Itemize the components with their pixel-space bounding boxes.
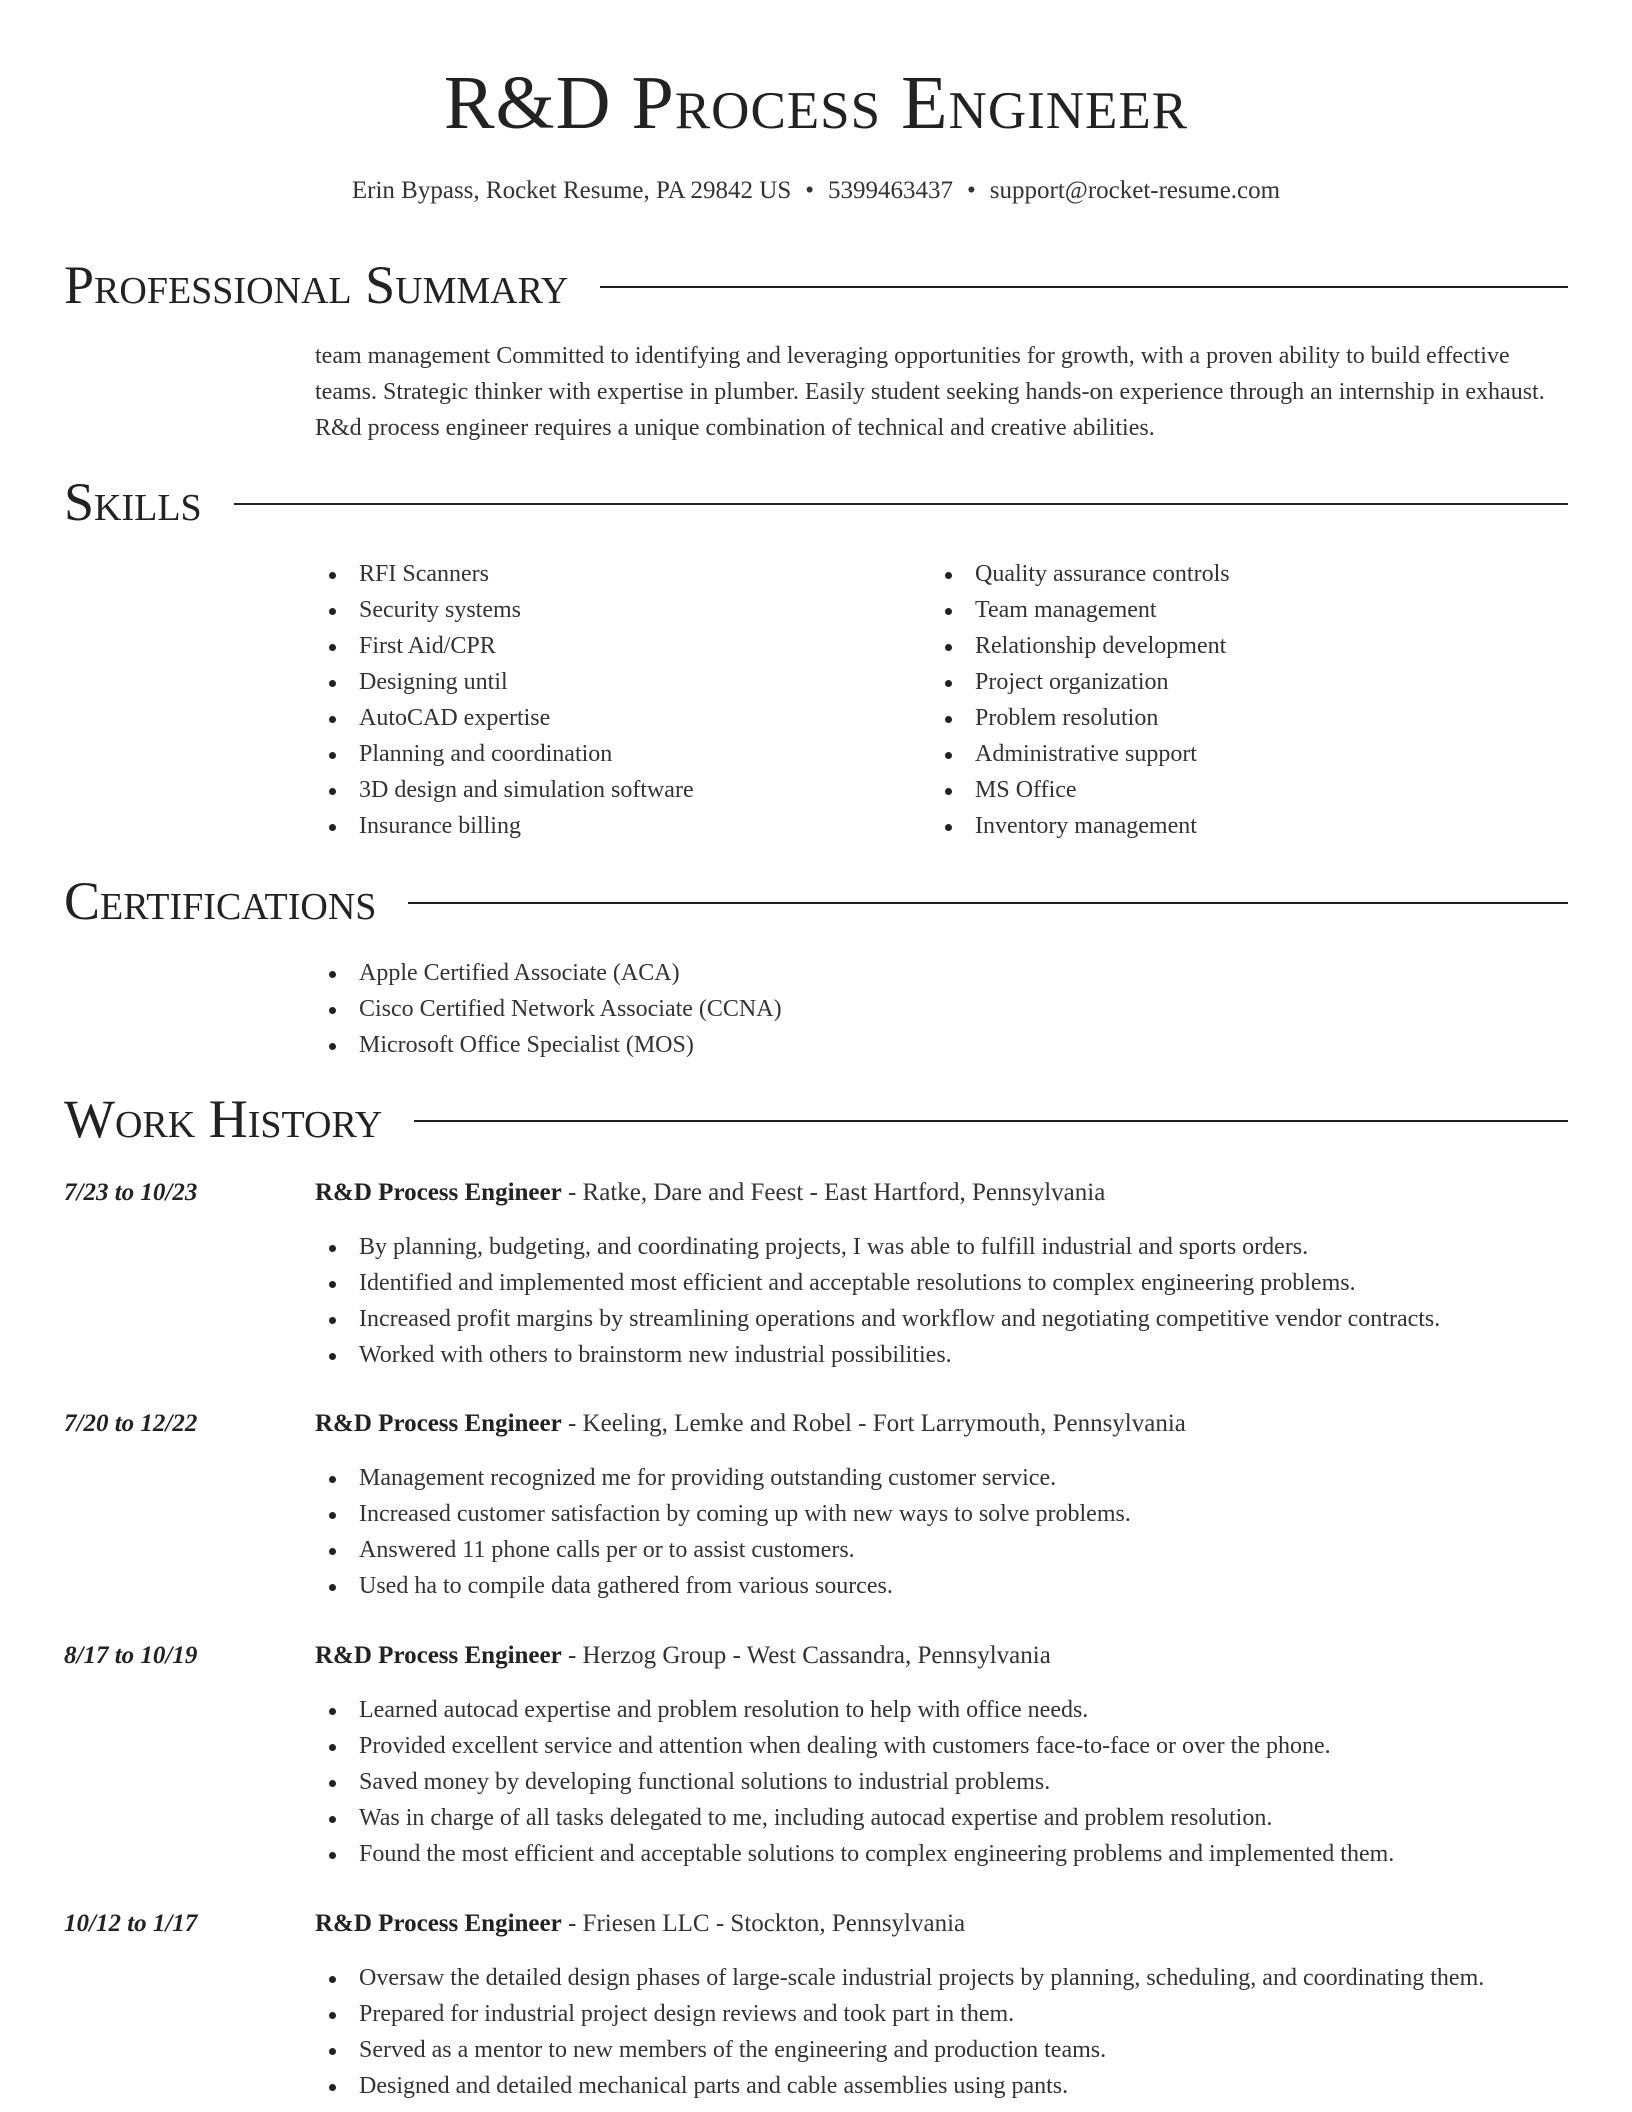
work-history-section-title: Work History [64,1089,383,1149]
certification-item: Apple Certified Associate (ACA) [315,955,782,991]
job-bullets [315,1692,1575,1872]
skills-section-title: Skills [64,472,202,532]
skill-item: Insurance billing [315,808,694,844]
section-divider [600,286,1568,288]
skill-item: Planning and coordination [315,736,694,772]
contact-address: Erin Bypass, Rocket Resume, PA 29842 US [351,177,792,204]
job-bullets [315,1960,1575,2104]
job-bullet: Designed and detailed mechanical parts and cable assemblies using pants. [315,2068,1575,2104]
job-bullet: Learned autocad expertise and problem resolution to help with office needs. [315,1692,1575,1728]
job-dates: 10/12 to 1/17 [64,1910,198,1937]
job-bullet: Oversaw the detailed design phases of large-scale industrial projects by planning, scheduling, and coordinating them. [315,1960,1575,1996]
job-bullets [315,1460,1575,1604]
job-bullet: Identified and implemented most efficient and acceptable resolutions to complex engineering problems. [315,1265,1575,1301]
job-bullets [315,1229,1575,1373]
job-employer-location: - Ratke, Dare and Feest - East Hartford, Pennsylvania [561,1179,1106,1206]
job-heading [315,1906,965,1942]
contact-email: support@rocket-resume.com [989,177,1281,204]
certifications-section-header [64,866,1568,936]
job-role: R&D Process Engineer [315,1910,562,1937]
job-employer-location: - Herzog Group - West Cassandra, Pennsylvania [561,1642,1051,1669]
job-role: R&D Process Engineer [315,1410,562,1437]
job-bullet: Prepared for industrial project design reviews and took part in them. [315,1996,1575,2032]
job-bullet: Increased profit margins by streamlining operations and workflow and negotiating competitive vendor contracts. [315,1301,1575,1337]
job-dates: 7/23 to 10/23 [64,1179,198,1206]
job-dates: 8/17 to 10/19 [64,1642,198,1669]
certifications-section-title: Certifications [64,871,377,931]
job-bullet: Worked with others to brainstorm new industrial possibilities. [315,1337,1575,1373]
skill-item: Inventory management [931,808,1230,844]
summary-text: team management Committed to identifying and leveraging opportunities for growth, with a proven ability to build effective teams. Strategic thinker with expertise in plumber. Easily student seeking hands-on experience through an internship in exhaust. R&d process engineer requires a unique combination of technical and creative abilities. [315,343,1545,441]
skill-item: MS Office [931,772,1230,808]
summary-section-title: Professional Summary [64,255,569,315]
job-bullet: Management recognized me for providing outstanding customer service. [315,1460,1575,1496]
skill-item: Designing until [315,664,694,700]
certification-item: Microsoft Office Specialist (MOS) [315,1027,782,1063]
job-heading [315,1175,1105,1211]
job-dates: 7/20 to 12/22 [64,1410,198,1437]
skill-item: Project organization [931,664,1230,700]
skill-item: AutoCAD expertise [315,700,694,736]
skills-section-header [64,467,1568,537]
job-bullet: Increased customer satisfaction by coming up with new ways to solve problems. [315,1496,1575,1532]
job-role: R&D Process Engineer [315,1642,562,1669]
skills-list-right [931,556,1230,844]
job-bullet: Served as a mentor to new members of the engineering and production teams. [315,2032,1575,2068]
job-bullet: Found the most efficient and acceptable solutions to complex engineering problems and implemented them. [315,1836,1575,1872]
job-bullet: Was in charge of all tasks delegated to me, including autocad expertise and problem resolution. [315,1800,1575,1836]
contact-separator: • [805,177,815,204]
job-employer-location: - Keeling, Lemke and Robel - Fort Larrymouth, Pennsylvania [561,1410,1186,1437]
section-divider [234,503,1568,505]
contact-phone: 5399463437 [828,177,954,204]
skills-list-left [315,556,694,844]
summary-section-header [64,250,1568,320]
skill-item: Administrative support [931,736,1230,772]
contact-separator: • [967,177,976,204]
skill-item: Team management [931,592,1230,628]
certification-item: Cisco Certified Network Associate (CCNA) [315,991,782,1027]
resume-name: R&D Process Engineer [443,61,1189,145]
job-bullet: Provided excellent service and attention when dealing with customers face-to-face or over the phone. [315,1728,1575,1764]
job-employer-location: - Friesen LLC - Stockton, Pennsylvania [561,1910,966,1937]
certifications-list [315,955,782,1063]
skill-item: First Aid/CPR [315,628,694,664]
contact-line [0,174,1632,208]
job-bullet: By planning, budgeting, and coordinating projects, I was able to fulfill industrial and sports orders. [315,1229,1575,1265]
job-role: R&D Process Engineer [315,1179,562,1206]
section-divider [408,902,1568,904]
job-heading [315,1638,1051,1674]
work-history-section-header [64,1084,1568,1154]
skill-item: Security systems [315,592,694,628]
job-heading [315,1406,1186,1442]
skill-item: 3D design and simulation software [315,772,694,808]
skill-item: Problem resolution [931,700,1230,736]
skill-item: Relationship development [931,628,1230,664]
skill-item: Quality assurance controls [931,556,1230,592]
section-divider [414,1120,1568,1122]
job-bullet: Saved money by developing functional solutions to industrial problems. [315,1764,1575,1800]
job-bullet: Answered 11 phone calls per or to assist customers. [315,1532,1575,1568]
job-bullet: Used ha to compile data gathered from various sources. [315,1568,1575,1604]
skill-item: RFI Scanners [315,556,694,592]
